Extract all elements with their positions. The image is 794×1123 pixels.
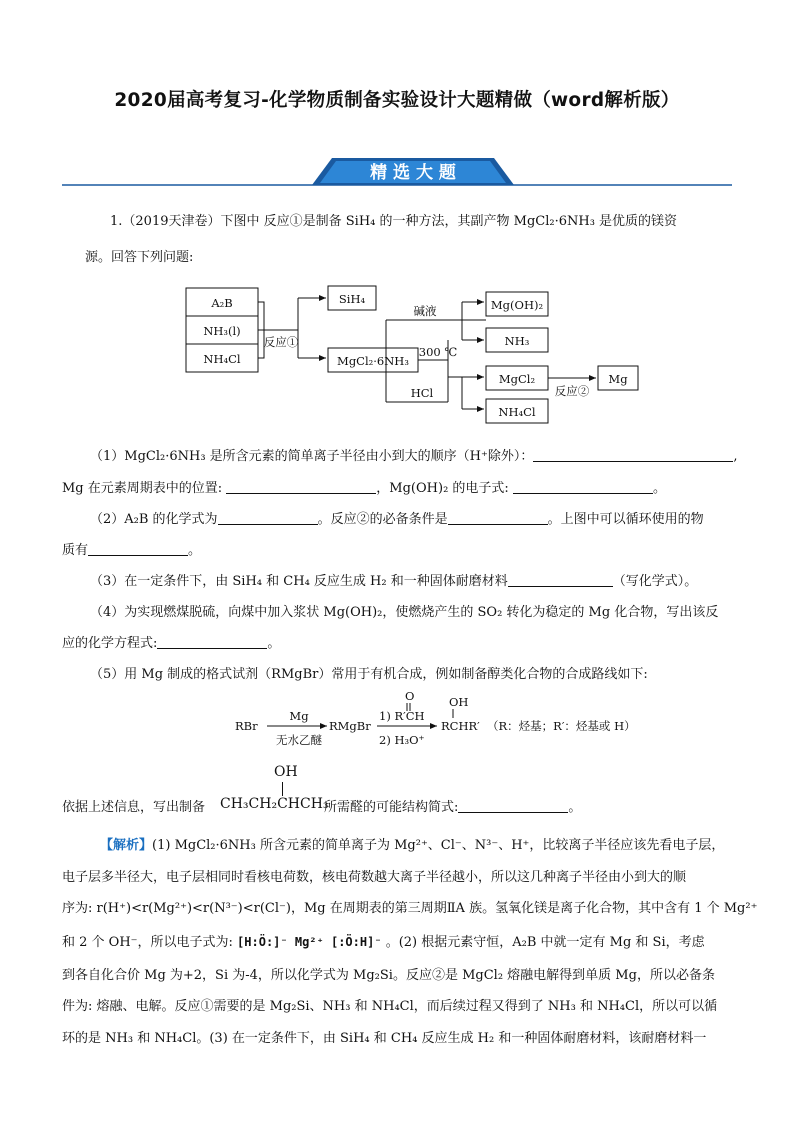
sub5-target-oh: OH: [274, 764, 298, 780]
temp-label: 300 ℃: [418, 345, 458, 359]
analysis-line3: 序为: r(H⁺)<r(Mg²⁺)<r(N³⁻)<r(Cl⁻)，Mg 在周期表的第三周期ⅡA 族。氢氧化镁是离子化合物，其中含有 1 个 Mg²⁺: [62, 901, 758, 916]
mg-label: Mg: [608, 372, 628, 386]
answer-blank-1b[interactable]: [226, 479, 376, 494]
sub3-end: （写化学式）。: [612, 574, 698, 589]
sih4-label: SiH₄: [338, 292, 366, 306]
analysis-line5: 到各自化合价 Mg 为+2，Si 为-4，所以化学式为 Mg₂Si。反应②是 MgCl₂ 熔融电解得到单质 Mg，所以必备条: [62, 968, 715, 983]
question-intro-line2: 源。回答下列问题:: [85, 250, 194, 265]
sub4-line2: [62, 634, 280, 654]
sub1-b-pre: Mg 在元素周期表中的位置:: [62, 481, 223, 496]
sub5-ask-pre: 依据上述信息，写出制备: [62, 800, 206, 815]
sub4-line1: （4）为实现燃煤脱硫，向煤中加入浆状 Mg(OH)₂，使燃烧产生的 SO₂ 转化为稳定的 Mg 化合物，写出该反: [90, 605, 719, 620]
answer-blank-5[interactable]: [458, 798, 568, 813]
answer-blank-2a[interactable]: [218, 510, 318, 525]
sub2-a-pre: （2）A₂B 的化学式为: [90, 512, 218, 527]
analysis-l1-text: (1) MgCl₂·6NH₃ 所含元素的简单离子为 Mg²⁺、Cl⁻、N³⁻、H⁺，比较离子半径应该先看电子层，: [152, 838, 725, 853]
sub5-ask-mid: 所需醛的可能结构简式:: [324, 800, 459, 815]
document-title: 2020届高考复习-化学物质制备实验设计大题精做（word解析版）: [114, 90, 680, 111]
section-banner: [62, 150, 732, 190]
sub1-line1: （1）MgCl₂·6NH₃ 是所含元素的简单离子半径由小到大的顺序（H⁺除外）： ,: [90, 449, 738, 464]
analysis-line1: [100, 836, 724, 856]
sub2-a-mid: 。反应②的必备条件是: [317, 512, 448, 527]
sub1-b-mid: ，Mg(OH)₂ 的电子式:: [376, 481, 509, 496]
alkali-label: 碱液: [413, 304, 437, 318]
sub2-line1: [90, 510, 704, 530]
grignard-scheme: [235, 690, 655, 750]
nh4cl-label: NH₄Cl: [498, 405, 536, 419]
scheme-product-oh: OH: [449, 695, 469, 709]
sub4-b-pre: 应的化学方程式:: [62, 636, 158, 651]
reaction-flow-diagram: [180, 282, 650, 432]
mgcl2-label: MgCl₂: [498, 372, 536, 386]
sub2-a-end: 。上图中可以循环使用的物: [547, 512, 704, 527]
answer-blank-2c[interactable]: [88, 541, 188, 556]
analysis-tag: 【解析】: [100, 838, 153, 853]
answer-blank-1a[interactable]: [533, 447, 733, 462]
answer-blank-2b[interactable]: [448, 510, 548, 525]
scheme-step1: 1) R′CH: [379, 709, 425, 723]
sub5-ask-end: 。: [568, 800, 582, 815]
mgoh2-electron-formula: [H:Ö:]⁻ Mg²⁺ [:Ö:H]⁻: [237, 935, 382, 949]
scheme-mg: Mg: [289, 709, 309, 723]
answer-blank-3[interactable]: [508, 572, 613, 587]
input-nh4cl: NH₄Cl: [203, 352, 241, 366]
sub4-b-end: 。: [267, 636, 281, 651]
analysis-line4: [62, 932, 705, 953]
scheme-carbonyl-o: O: [405, 690, 415, 703]
input-nh3: NH₃(l): [203, 324, 241, 338]
answer-blank-1c[interactable]: [513, 479, 653, 494]
sub5-ask: [62, 762, 742, 822]
sub5-target: CH₃CH₂CHCH₃: [220, 796, 329, 812]
question-intro-line1: 1.（2019天津卷）下图中 反应①是制备 SiH₄ 的一种方法，其副产物 MgCl₂·6NH₃ 是优质的镁资: [110, 214, 678, 229]
scheme-note: （R：烃基；R′：烃基或 H）: [487, 719, 636, 733]
sub2-b-pre: 质有: [62, 543, 89, 558]
sub3-line: [90, 572, 697, 592]
sub1-line2: [62, 479, 666, 499]
sub1-b-end: 。: [652, 481, 666, 496]
sub3-pre: （3）在一定条件下，由 SiH₄ 和 CH₄ 反应生成 H₂ 和一种固体耐磨材料: [90, 574, 508, 589]
sub1-text: （1）MgCl₂·6NH₃ 是所含元素的简单离子半径由小到大的顺序（H⁺除外）：: [90, 449, 534, 464]
analysis-l4-post: 。(2) 根据元素守恒，A₂B 中就一定有 Mg 和 Si，考虑: [385, 935, 705, 950]
scheme-step2: 2) H₃O⁺: [379, 733, 425, 747]
scheme-rbr: RBr: [235, 719, 258, 733]
reaction1-label: 反应①: [263, 335, 299, 349]
answer-blank-4[interactable]: [157, 634, 267, 649]
input-a2b: A₂B: [211, 296, 233, 310]
sub2-b-end: 。: [188, 543, 202, 558]
reaction2-label: 反应②: [554, 384, 590, 398]
mgoh2-label: Mg(OH)₂: [490, 298, 544, 312]
sub2-line2: [62, 541, 201, 561]
scheme-ether: 无水乙醚: [276, 733, 322, 747]
analysis-line6: 件为: 熔融、电解。反应①需要的是 Mg₂Si、NH₃ 和 NH₄Cl，而后续过程又得到了 NH₃ 和 NH₄Cl，所以可以循: [62, 999, 718, 1014]
analysis-l4-pre: 和 2 个 OH⁻，所以电子式为:: [62, 935, 233, 950]
analysis-line7: 环的是 NH₃ 和 NH₄Cl。(3) 在一定条件下，由 SiH₄ 和 CH₄ 反应生成 H₂ 和一种固体耐磨材料，该耐磨材料一: [62, 1031, 707, 1046]
banner-text: 精 选 大 题: [370, 163, 456, 183]
scheme-rmgbr: RMgBr: [329, 719, 371, 733]
mgcl2-6nh3-label: MgCl₂·6NH₃: [337, 354, 409, 368]
sub5-line1: （5）用 Mg 制成的格式试剂（RMgBr）常用于有机合成，例如制备醇类化合物的合成路线如下:: [90, 667, 648, 682]
scheme-product: RCHR′: [441, 719, 480, 733]
sub5-target-bond: [282, 782, 283, 796]
nh3-label: NH₃: [504, 334, 530, 348]
hcl-label: HCl: [410, 386, 434, 400]
analysis-line2: 电子层多半径大，电子层相同时看核电荷数，核电荷数越大离子半径越小，所以这几种离子半径由小到大的顺: [62, 870, 687, 885]
